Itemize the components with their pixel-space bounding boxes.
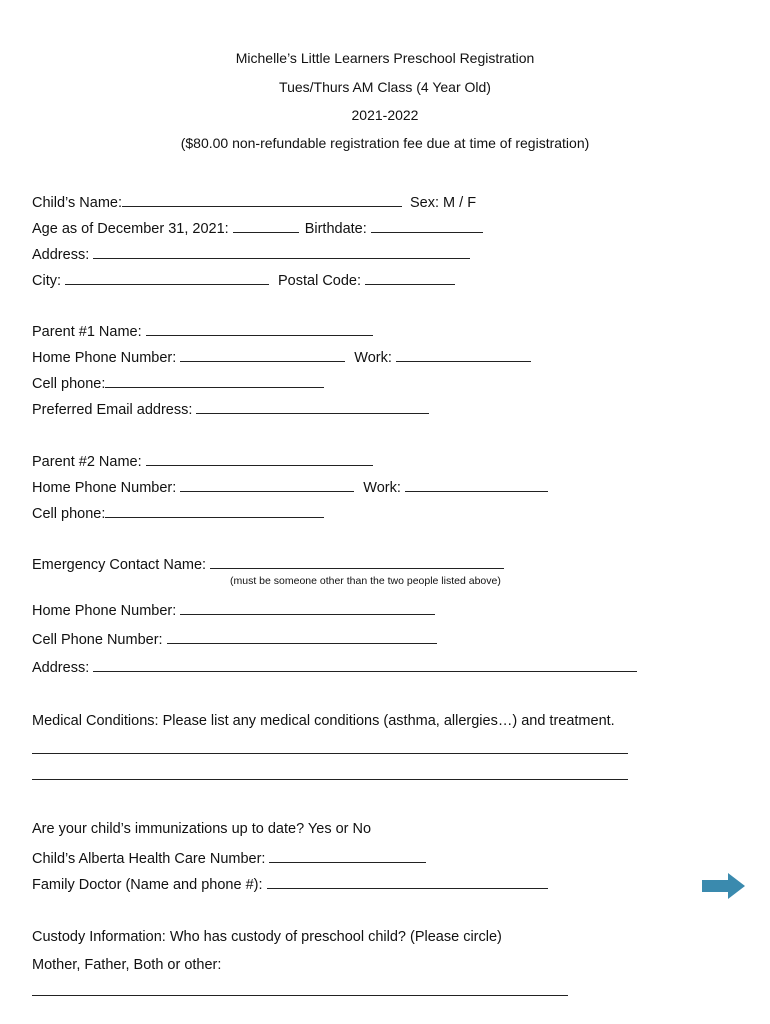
parent1-email-field[interactable] bbox=[196, 399, 429, 414]
class-name: Tues/Thurs AM Class (4 Year Old) bbox=[279, 79, 491, 95]
parent1-home-phone-label: Home Phone Number: bbox=[32, 350, 177, 366]
birthdate-label: Birthdate: bbox=[304, 221, 367, 237]
birthdate-field[interactable] bbox=[371, 218, 483, 233]
immunization-question: Are your child’s immunizations up to date? Yes or No bbox=[32, 821, 372, 837]
child-address-label: Address: bbox=[32, 247, 90, 263]
parent2-cell-field[interactable] bbox=[105, 503, 324, 518]
emergency-cell-row bbox=[32, 629, 437, 649]
city-field[interactable] bbox=[65, 270, 269, 285]
emergency-name-row bbox=[32, 554, 504, 574]
doctor-field[interactable] bbox=[267, 874, 548, 889]
postal-code-field[interactable] bbox=[365, 270, 455, 285]
parent2-name-field[interactable] bbox=[146, 451, 373, 466]
parent1-name-row bbox=[32, 321, 373, 341]
doctor-row bbox=[32, 874, 548, 894]
emergency-address-label: Address: bbox=[32, 660, 90, 676]
parent2-home-phone-label: Home Phone Number: bbox=[32, 480, 177, 496]
custody-options: Mother, Father, Both or other: bbox=[32, 957, 222, 973]
parent1-cell-row bbox=[32, 373, 324, 393]
medical-line-1[interactable] bbox=[32, 753, 628, 754]
parent2-work-label: Work: bbox=[363, 480, 401, 496]
parent1-email-row bbox=[32, 399, 429, 419]
parent1-work-label: Work: bbox=[354, 350, 392, 366]
age-label: Age as of December 31, 2021: bbox=[32, 221, 229, 237]
age-field[interactable] bbox=[233, 218, 299, 233]
parent1-home-phone-field[interactable] bbox=[180, 347, 345, 362]
child-address-row bbox=[32, 244, 470, 264]
doctor-label: Family Doctor (Name and phone #): bbox=[32, 877, 263, 893]
parent2-work-field[interactable] bbox=[405, 477, 548, 492]
sex-label: Sex: M / F bbox=[410, 195, 477, 211]
emergency-home-phone-field[interactable] bbox=[180, 600, 435, 615]
parent2-home-phone-field[interactable] bbox=[180, 477, 354, 492]
parent2-phone-row bbox=[32, 477, 548, 497]
parent2-name-label: Parent #2 Name: bbox=[32, 454, 142, 470]
emergency-home-phone-label: Home Phone Number: bbox=[32, 603, 177, 619]
age-row bbox=[32, 218, 483, 238]
parent1-email-label: Preferred Email address: bbox=[32, 402, 193, 418]
parent1-phone-row bbox=[32, 347, 531, 367]
parent1-name-label: Parent #1 Name: bbox=[32, 324, 142, 340]
arrow-right-icon-graphic bbox=[702, 872, 746, 900]
parent2-cell-row bbox=[32, 503, 324, 523]
child-address-field[interactable] bbox=[93, 244, 470, 259]
school-year: 2021-2022 bbox=[351, 107, 419, 123]
child-name-row bbox=[32, 192, 476, 212]
emergency-home-phone-row bbox=[32, 600, 435, 620]
parent1-cell-field[interactable] bbox=[105, 373, 324, 388]
medical-line-2[interactable] bbox=[32, 779, 628, 780]
parent2-cell-label: Cell phone: bbox=[32, 506, 106, 522]
health-number-label: Child’s Alberta Health Care Number: bbox=[32, 851, 266, 867]
emergency-name-label: Emergency Contact Name: bbox=[32, 557, 207, 573]
city-row bbox=[32, 270, 455, 290]
emergency-cell-label: Cell Phone Number: bbox=[32, 632, 163, 648]
emergency-cell-field[interactable] bbox=[167, 629, 437, 644]
custody-label: Custody Information: Who has custody of preschool child? (Please circle) bbox=[32, 929, 502, 945]
health-number-field[interactable] bbox=[269, 848, 426, 863]
parent1-cell-label: Cell phone: bbox=[32, 376, 106, 392]
arrow-right-icon[interactable] bbox=[702, 872, 746, 900]
city-label: City: bbox=[32, 273, 61, 289]
fee-note: ($80.00 non-refundable registration fee due at time of registration) bbox=[180, 135, 590, 151]
health-number-row bbox=[32, 848, 426, 868]
postal-code-label: Postal Code: bbox=[278, 273, 362, 289]
emergency-name-field[interactable] bbox=[210, 554, 504, 569]
child-name-field[interactable] bbox=[122, 192, 402, 207]
emergency-note: (must be someone other than the two people listed above) bbox=[230, 575, 501, 587]
child-name-label: Child’s Name: bbox=[32, 195, 122, 211]
parent2-name-row bbox=[32, 451, 373, 471]
custody-line[interactable] bbox=[32, 995, 568, 996]
emergency-address-row bbox=[32, 657, 637, 677]
parent1-work-field[interactable] bbox=[396, 347, 531, 362]
medical-label: Medical Conditions: Please list any medical conditions (asthma, allergies…) and treatment. bbox=[32, 713, 615, 729]
form-title: Michelle’s Little Learners Preschool Registration bbox=[235, 50, 535, 66]
parent1-name-field[interactable] bbox=[146, 321, 373, 336]
emergency-address-field[interactable] bbox=[93, 657, 637, 672]
